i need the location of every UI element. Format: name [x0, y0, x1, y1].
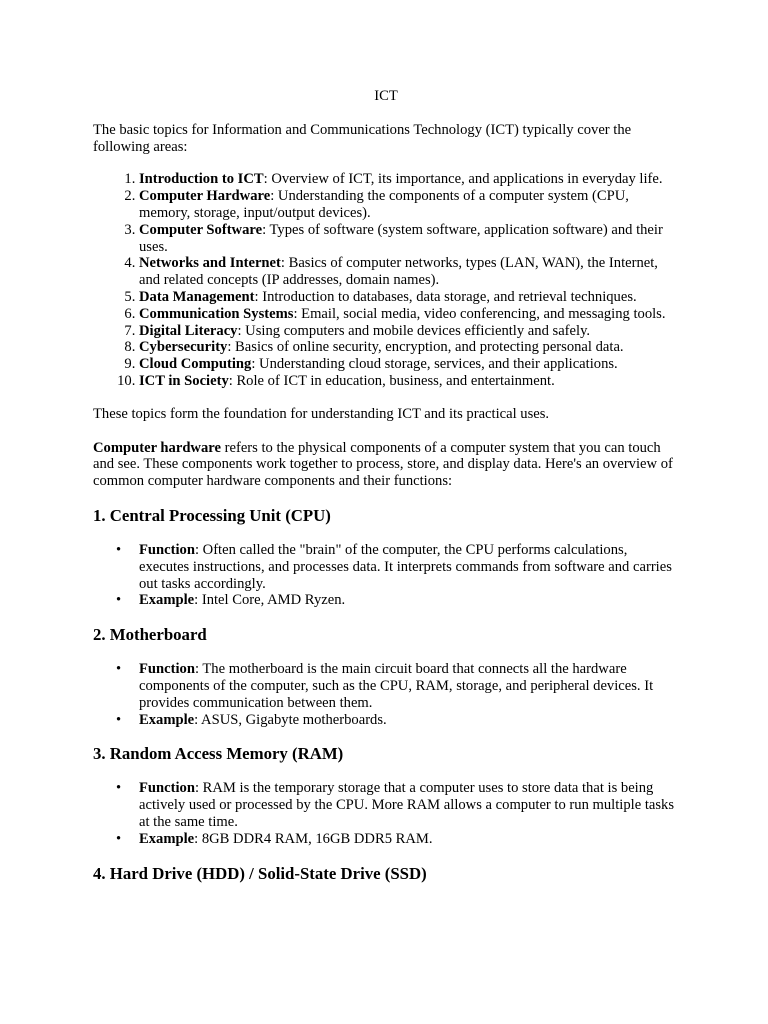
topic-term: Introduction to ICT — [139, 171, 264, 188]
section-heading-ram: 3. Random Access Memory (RAM) — [93, 744, 344, 764]
topic-term: Cybersecurity — [139, 339, 228, 356]
list-item — [139, 356, 679, 373]
function-text: : The motherboard is the main circuit board that connects all the hardware components of the computer, such as the CPU, RAM, storage, and peripheral devices. It provides communication between them. — [139, 661, 654, 711]
hardware-intro-paragraph — [93, 440, 679, 490]
section-heading-cpu: 1. Central Processing Unit (CPU) — [93, 505, 331, 525]
hardware-intro-text: refers to the physical components of a computer system that you can touch and see. These components work together to process, store, and display data. Here's an overview of common computer hardware components and their functions: — [93, 439, 673, 490]
list-item — [139, 373, 679, 390]
topic-term: ICT in Society — [139, 372, 229, 389]
list-item — [139, 780, 679, 830]
list-item — [139, 306, 679, 323]
list-item — [139, 222, 679, 256]
example-text: : 8GB DDR4 RAM, 16GB DDR5 RAM. — [194, 830, 433, 847]
list-item — [139, 712, 679, 729]
list-item — [139, 255, 679, 289]
document-title: ICT — [374, 88, 398, 104]
topic-term: Cloud Computing — [139, 356, 252, 373]
topic-text: : Introduction to databases, data storage, and retrieval techniques. — [254, 288, 637, 305]
topic-text: : Basics of online security, encryption, and protecting personal data. — [227, 339, 624, 356]
intro-paragraph: The basic topics for Information and Communications Technology (ICT) typically cover the following areas: — [93, 121, 632, 155]
list-item — [139, 592, 679, 609]
list-item — [139, 171, 679, 188]
topic-text: : Basics of computer networks, types (LAN, WAN), the Internet, and related concepts (IP addresses, domain names). — [139, 255, 658, 289]
topic-term: Computer Software — [139, 221, 263, 238]
ram-bullet-list — [93, 780, 679, 847]
topic-text: : Types of software (system software, application software) and their uses. — [139, 221, 663, 255]
list-item — [139, 831, 679, 848]
topic-text: : Understanding the components of a computer system (CPU, memory, storage, input/output devices). — [139, 188, 629, 221]
example-label: Example — [139, 592, 195, 609]
hardware-term: Computer hardware — [93, 439, 221, 456]
topic-term: Computer Hardware — [139, 188, 271, 205]
function-label: Function — [139, 661, 195, 678]
example-label: Example — [139, 830, 195, 847]
topic-text: : Overview of ICT, its importance, and applications in everyday life. — [263, 171, 663, 188]
list-item — [139, 188, 679, 222]
list-item — [139, 289, 679, 306]
list-item — [139, 339, 679, 356]
topic-text: : Role of ICT in education, business, and entertainment. — [228, 372, 555, 389]
example-label: Example — [139, 711, 195, 728]
topic-text: : Using computers and mobile devices efficiently and safely. — [237, 322, 591, 339]
document-page — [93, 88, 679, 900]
topic-term: Digital Literacy — [139, 322, 238, 339]
list-item — [139, 323, 679, 340]
function-text: : RAM is the temporary storage that a computer uses to store data that is being actively used or processed by the CPU. More RAM allows a computer to run multiple tasks at the same time. — [139, 780, 675, 830]
cpu-bullet-list — [93, 542, 679, 609]
topic-term: Networks and Internet — [139, 255, 281, 272]
section-heading-motherboard: 2. Motherboard — [93, 625, 207, 645]
topic-term: Communication Systems — [139, 305, 294, 322]
summary-paragraph: These topics form the foundation for understanding ICT and its practical uses. — [93, 405, 550, 422]
topics-list — [93, 171, 679, 389]
example-text: : Intel Core, AMD Ryzen. — [194, 592, 346, 609]
list-item — [139, 661, 679, 711]
function-label: Function — [139, 541, 195, 558]
example-text: : ASUS, Gigabyte motherboards. — [194, 711, 387, 728]
topic-text: : Email, social media, video conferencing, and messaging tools. — [293, 305, 666, 322]
function-label: Function — [139, 780, 195, 797]
function-text: : Often called the "brain" of the computer, the CPU performs calculations, executes instructions, and processes data. It interprets commands from software and carries out tasks accordingly. — [139, 541, 672, 592]
section-heading-storage: 4. Hard Drive (HDD) / Solid-State Drive (SSD) — [93, 863, 427, 883]
topic-text: : Understanding cloud storage, services, and their applications. — [251, 356, 618, 373]
topic-term: Data Management — [139, 288, 255, 305]
motherboard-bullet-list — [93, 661, 679, 728]
list-item — [139, 542, 679, 592]
